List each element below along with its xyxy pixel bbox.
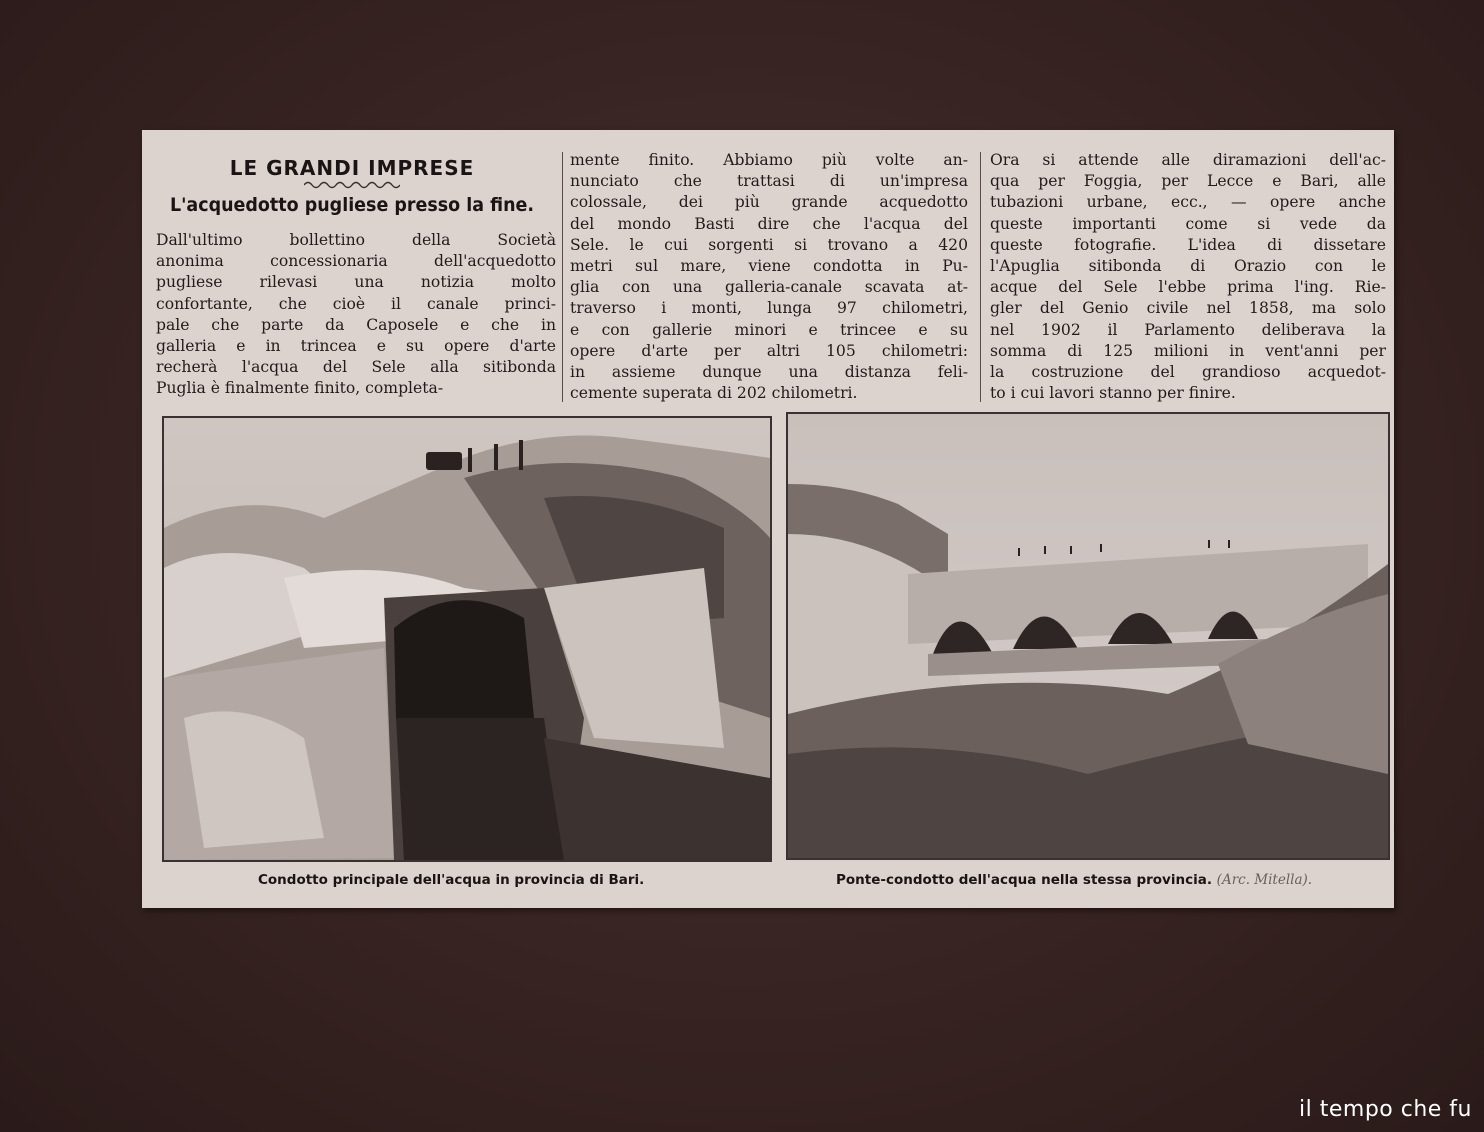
article-text-line: in assieme dunque una distanza feli- <box>570 363 968 382</box>
decorative-wave-rule <box>304 180 400 190</box>
article-text-line: gler del Genio civile nel 1858, ma solo <box>990 299 1386 318</box>
article-text-line: Sele. le cui sorgenti si trovano a 420 <box>570 235 968 254</box>
newspaper-clipping <box>142 130 1394 908</box>
article-text-line: anonima concessionaria dell'acquedotto <box>156 252 556 271</box>
article-text-line: glia con una galleria-canale scavata at- <box>570 278 968 297</box>
article-text-line: acque del Sele l'ebbe prima l'ing. Rie- <box>990 278 1386 297</box>
article-text-line: metri sul mare, viene condotta in Pu- <box>570 257 968 276</box>
article-text-line: Puglia è finalmente finito, completa- <box>156 379 444 398</box>
photo-caption-right <box>836 872 1312 888</box>
photo-caption-right-text: Ponte-condotto dell'acqua nella stessa provincia. <box>836 872 1212 888</box>
article-column-1 <box>156 230 556 400</box>
article-text-line: queste importanti come si vede da <box>990 214 1386 233</box>
article-text-line: cemente superata di 202 chilometri. <box>570 384 858 403</box>
article-text-line: opere d'arte per altri 105 chilometri: <box>570 341 968 360</box>
article-column-3 <box>990 150 1386 404</box>
article-column-2 <box>570 150 968 404</box>
column-divider <box>980 152 981 402</box>
article-text-line: nel 1902 il Parlamento deliberava la <box>990 320 1386 339</box>
article-text-line: tubazioni urbane, ecc., — opere anche <box>990 193 1386 212</box>
article-text-line: pale che parte da Caposele e che in <box>156 315 556 334</box>
article-text-line: l'Apuglia sitibonda di Orazio con le <box>990 257 1386 276</box>
section-kicker: LE GRANDI IMPRESE <box>229 156 475 180</box>
article-text-line: colossale, dei più grande acquedotto <box>570 193 968 212</box>
photo-aqueduct-bridge <box>786 412 1390 860</box>
photo-aqueduct-tunnel <box>162 416 772 862</box>
column-divider <box>562 152 563 402</box>
article-text-line: traverso i monti, lunga 97 chilometri, <box>570 299 968 318</box>
article-text-line: Ora si attende alle diramazioni dell'ac- <box>990 151 1386 169</box>
article-text-line: e con gallerie minori e trincee e su <box>570 320 968 339</box>
article-text-line: qua per Foggia, per Lecce e Bari, alle <box>990 172 1386 191</box>
article-headline: L'acquedotto pugliese presso la fine. <box>169 194 535 216</box>
article-text-line: somma di 125 milioni in vent'anni per <box>990 341 1386 360</box>
article-text-line: queste fotografie. L'idea di dissetare <box>990 235 1386 254</box>
article-text-line: mente finito. Abbiamo più volte an- <box>570 151 968 169</box>
article-text-line: del mondo Basti dire che l'acqua del <box>570 214 968 233</box>
article-text-line: to i cui lavori stanno per finire. <box>990 384 1236 403</box>
article-text-line: pugliese rilevasi una notizia molto <box>156 273 556 292</box>
article-text-line: la costruzione del grandioso acquedot- <box>990 363 1386 382</box>
article-text-line: nunciato che trattasi di un'impresa <box>570 172 968 191</box>
photo-credit: (Arc. Mitella). <box>1216 872 1313 888</box>
article-text-line: galleria e in trincea e su opere d'arte <box>156 337 556 356</box>
article-text-line: Dall'ultimo bollettino della Società <box>156 231 556 249</box>
watermark-text: il tempo che fu <box>1299 1097 1472 1122</box>
article-text-line: recherà l'acqua del Sele alla sitibonda <box>156 358 556 377</box>
photo-caption-left: Condotto principale dell'acqua in provincia di Bari. <box>258 872 645 888</box>
article-text-line: confortante, che cioè il canale princi- <box>156 294 556 313</box>
